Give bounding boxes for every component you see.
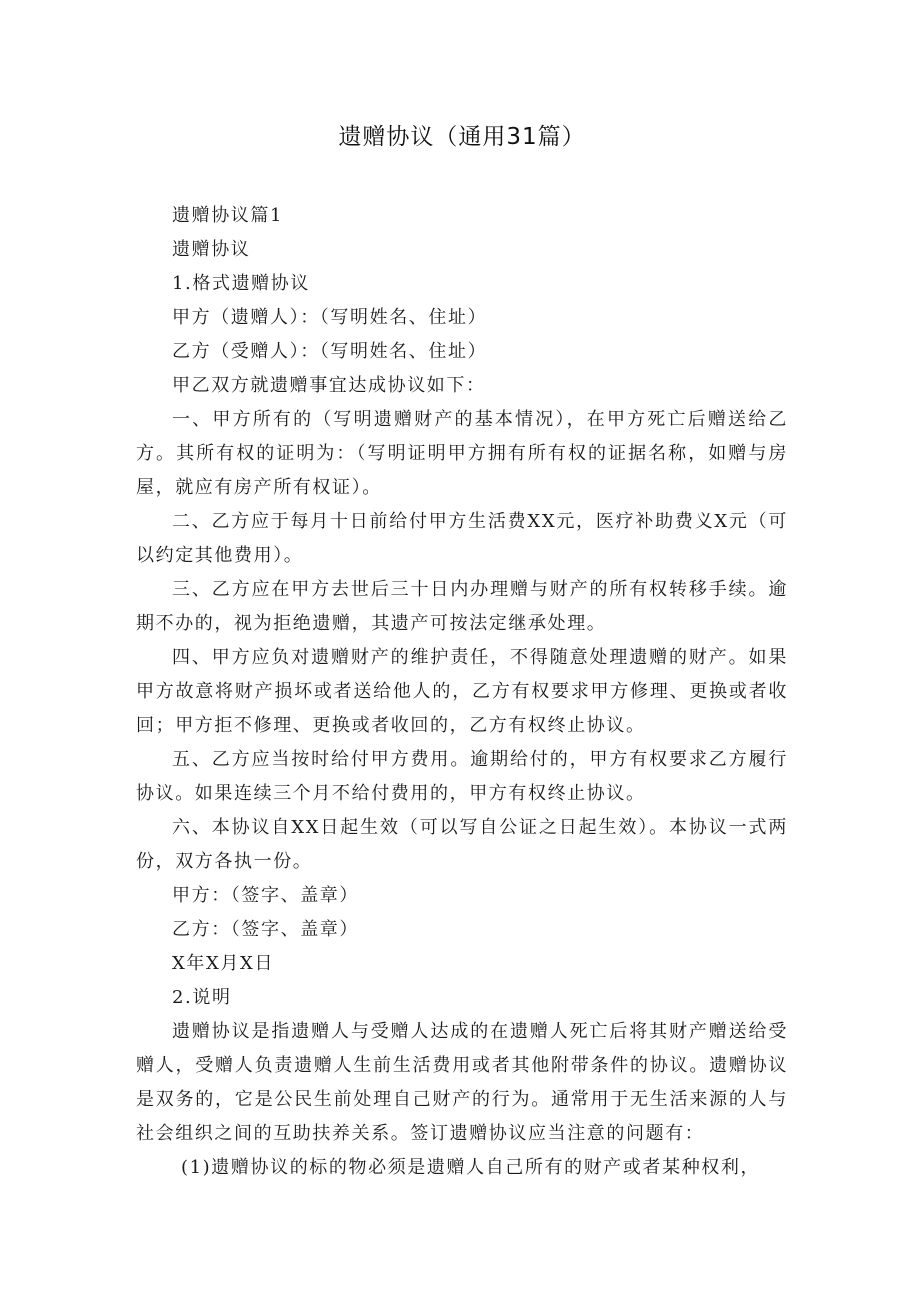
sub-heading: 2.说明 <box>172 987 232 1008</box>
party-a-line: 甲方（遗赠人）：（写明姓名、住址） <box>172 307 488 328</box>
clause-6: 六、本协议自XX日起生效（可以写自公证之日起生效）。本协议一式两份，双方各执一份。 <box>136 817 788 872</box>
clause-3: 三、乙方应在甲方去世后三十日内办理赠与财产的所有权转移手续。逾期不办的，视为拒绝遗赠，其遗产可按法定继承处理。 <box>136 579 788 634</box>
party-b-signature: 乙方：（签字、盖章） <box>172 919 359 940</box>
clause-1: 一、甲方所有的（写明遗赠财产的基本情况），在甲方死亡后赠送给乙方。其所有权的证明为：（写明证明甲方拥有所有权的证据名称，如赠与房屋，就应有房产所有权证）。 <box>136 409 788 498</box>
agreement-intro: 甲乙双方就遗赠事宜达成协议如下： <box>172 375 486 396</box>
clause-4: 四、甲方应负对遗赠财产的维护责任，不得随意处理遗赠的财产。如果甲方故意将财产损坏或者送给他人的，乙方有权要求甲方修理、更换或者收回；甲方拒不修理、更换或者收回的，乙方有权终止协议。 <box>136 647 788 736</box>
sub-heading: 遗赠协议 <box>172 239 251 260</box>
document-title: 遗赠协议（通用31篇） <box>338 124 586 150</box>
party-a-signature: 甲方：（签字、盖章） <box>172 885 359 906</box>
note-item-1: (1)遗赠协议的标的物必须是遗赠人自己所有的财产或者某种权利， <box>181 1157 761 1178</box>
party-b-line: 乙方（受赠人）：（写明姓名、住址） <box>172 341 488 362</box>
clause-5: 五、乙方应当按时给付甲方费用。逾期给付的，甲方有权要求乙方履行协议。如果连续三个月不给付费用的，甲方有权终止协议。 <box>136 749 788 804</box>
section-heading: 遗赠协议篇1 <box>172 205 284 226</box>
explanation-paragraph: 遗赠协议是指遗赠人与受赠人达成的在遗赠人死亡后将其财产赠送给受赠人，受赠人负责遗赠人生前生活费用或者其他附带条件的协议。遗赠协议是双务的，它是公民生前处理自己财产的行为。通常用于无生活来源的人与社会组织之间的互助扶养关系。签订遗赠协议应当注意的问题有： <box>136 1021 788 1144</box>
sub-heading: 1.格式遗赠协议 <box>172 273 310 294</box>
signature-date: X年X月X日 <box>172 953 275 974</box>
clause-2: 二、乙方应于每月十日前给付甲方生活费XX元，医疗补助费义X元（可以约定其他费用）。 <box>136 511 788 566</box>
